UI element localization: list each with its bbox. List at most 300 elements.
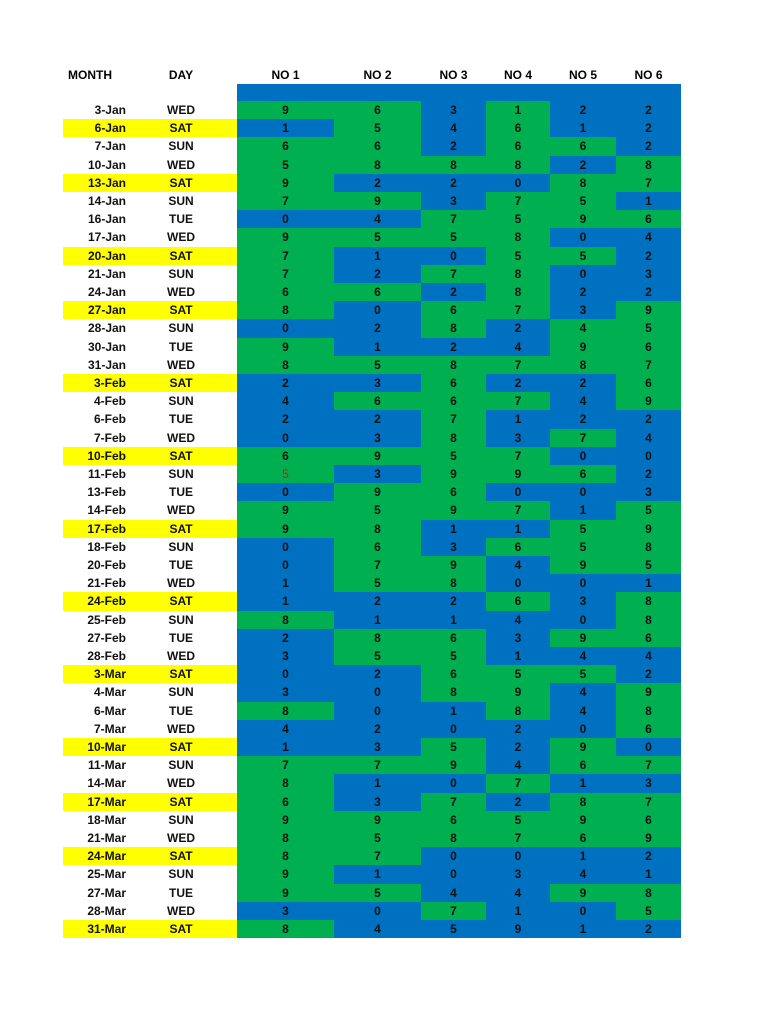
number-cell-no5: 0 — [550, 265, 616, 283]
month-cell: 14-Jan — [87, 194, 126, 208]
month-cell: 27-Feb — [87, 630, 126, 645]
number-cell-no4: 3 — [486, 629, 550, 647]
header-no2: NO 2 — [363, 68, 392, 82]
number-cell-no4: 4 — [486, 884, 550, 902]
number-cell-no6: 2 — [616, 137, 681, 155]
day-cell: WED — [167, 285, 195, 299]
number-cell-no2: 5 — [334, 119, 421, 137]
number-cell-no2: 9 — [334, 811, 421, 829]
month-cell: 31-Jan — [87, 357, 126, 372]
number-cell-no5: 9 — [550, 629, 616, 647]
number-cell-no6: 0 — [616, 447, 681, 465]
number-cell-no1: 9 — [237, 101, 334, 119]
number-cell-no6: 5 — [616, 902, 681, 920]
number-cell-no4: 1 — [486, 520, 550, 538]
number-cell-no2: 3 — [334, 374, 421, 392]
month-cell: 28-Feb — [87, 649, 126, 663]
day-cell: SUN — [168, 612, 194, 627]
number-cell-no2: 5 — [334, 647, 421, 665]
month-cell: 25-Mar — [87, 867, 126, 882]
number-cell-no5: 3 — [550, 301, 616, 319]
number-cell-no4: 8 — [486, 283, 550, 301]
header-no6: NO 6 — [634, 68, 663, 82]
number-cell-no2: 2 — [334, 720, 421, 738]
number-cell-no3: 1 — [421, 702, 486, 720]
number-cell-no4: 4 — [486, 338, 550, 356]
month-cell: 3-Jan — [94, 103, 126, 117]
number-cell-no6: 2 — [616, 920, 681, 938]
number-cell-no1: 8 — [237, 847, 334, 865]
number-cell-no6: 5 — [616, 319, 681, 337]
number-cell-no1: 2 — [237, 374, 334, 392]
number-cell-no5: 5 — [550, 538, 616, 556]
number-cell-no6: 7 — [616, 356, 681, 374]
number-cell-no5: 0 — [550, 574, 616, 592]
number-cell-no6: 4 — [616, 429, 681, 447]
number-cell-no3: 0 — [421, 774, 486, 792]
day-cell: SAT — [169, 922, 193, 936]
day-cell: WED — [167, 103, 195, 117]
number-cell-no2: 1 — [334, 774, 421, 792]
month-cell: 4-Mar — [93, 685, 126, 700]
number-cell-no5: 6 — [550, 465, 616, 483]
number-cell-no5: 4 — [550, 683, 616, 701]
number-cell-no4: 7 — [486, 501, 550, 519]
number-cell-no5: 2 — [550, 410, 616, 428]
month-cell: 6-Jan — [94, 121, 126, 136]
number-cell-no2: 3 — [334, 429, 421, 447]
number-cell-no4: 1 — [486, 410, 550, 428]
number-cell-no3: 8 — [421, 429, 486, 447]
header-month: MONTH — [68, 68, 112, 82]
number-cell-no3: 5 — [421, 647, 486, 665]
number-cell-no6: 2 — [616, 465, 681, 483]
number-cell-no2: 7 — [334, 756, 421, 774]
number-cell-no5: 2 — [550, 156, 616, 174]
number-cell-no4: 8 — [486, 228, 550, 246]
number-cell-no1: 4 — [237, 392, 334, 410]
number-cell-no1: 9 — [237, 884, 334, 902]
number-cell-no1: 1 — [237, 738, 334, 756]
number-cell-no6: 9 — [616, 829, 681, 847]
month-cell: 24-Jan — [87, 285, 126, 299]
number-cell-no1: 0 — [237, 538, 334, 556]
number-cell-no1: 8 — [237, 301, 334, 319]
number-cell-no4: 6 — [486, 137, 550, 155]
number-cell-no4: 5 — [486, 665, 550, 683]
day-cell: SAT — [169, 175, 193, 190]
number-cell-no3: 0 — [421, 247, 486, 265]
day-cell: TUE — [169, 885, 193, 900]
number-cell-no2: 9 — [334, 483, 421, 501]
number-cell-no5: 4 — [550, 702, 616, 720]
number-cell-no2: 7 — [334, 556, 421, 574]
number-cell-no4: 0 — [486, 574, 550, 592]
number-cell-no6: 8 — [616, 156, 681, 174]
month-cell: 17-Jan — [87, 230, 126, 245]
number-cell-no5: 9 — [550, 738, 616, 756]
number-cell-no3: 7 — [421, 902, 486, 920]
day-cell: SAT — [169, 448, 193, 463]
month-cell: 25-Feb — [87, 612, 126, 627]
number-cell-no1: 5 — [237, 465, 334, 483]
number-cell-no3: 8 — [421, 683, 486, 701]
number-cell-no6: 6 — [616, 374, 681, 392]
number-cell-no6: 2 — [616, 283, 681, 301]
number-cell-no1: 2 — [237, 629, 334, 647]
month-cell: 17-Feb — [87, 521, 126, 536]
number-cell-no3: 8 — [421, 156, 486, 174]
day-cell: WED — [167, 357, 195, 372]
day-cell: SUN — [168, 394, 194, 409]
number-cell-no4: 3 — [486, 429, 550, 447]
number-cell-no3: 5 — [421, 228, 486, 246]
number-cell-no3: 9 — [421, 556, 486, 574]
number-cell-no2: 2 — [334, 319, 421, 337]
month-cell: 20-Jan — [87, 248, 126, 263]
number-cell-no2: 1 — [334, 611, 421, 629]
number-cell-no4: 3 — [486, 865, 550, 883]
number-cell-no6: 9 — [616, 520, 681, 538]
number-cell-no1: 0 — [237, 665, 334, 683]
number-cell-no4: 5 — [486, 210, 550, 228]
number-cell-no2: 3 — [334, 738, 421, 756]
number-cell-no6: 5 — [616, 556, 681, 574]
number-cell-no5: 4 — [550, 647, 616, 665]
number-cell-no2: 7 — [334, 847, 421, 865]
number-cell-no3: 7 — [421, 793, 486, 811]
number-cell-no3: 2 — [421, 283, 486, 301]
number-cell-no4: 0 — [486, 847, 550, 865]
day-cell: SUN — [168, 194, 194, 208]
number-cell-no3: 6 — [421, 665, 486, 683]
number-cell-no6: 2 — [616, 119, 681, 137]
number-cell-no5: 6 — [550, 829, 616, 847]
number-cell-no5: 1 — [550, 774, 616, 792]
day-cell: TUE — [169, 630, 193, 645]
number-cell-no2: 1 — [334, 247, 421, 265]
day-cell: SAT — [169, 376, 193, 390]
number-cell-no4: 6 — [486, 538, 550, 556]
number-cell-no6: 1 — [616, 574, 681, 592]
number-cell-no1: 0 — [237, 210, 334, 228]
number-cell-no4: 7 — [486, 301, 550, 319]
number-cell-no4: 5 — [486, 811, 550, 829]
number-cell-no1: 9 — [237, 501, 334, 519]
number-cell-no5: 2 — [550, 283, 616, 301]
number-cell-no1: 7 — [237, 247, 334, 265]
number-cell-no4: 5 — [486, 247, 550, 265]
number-cell-no2: 3 — [334, 793, 421, 811]
number-cell-no2: 8 — [334, 156, 421, 174]
number-cell-no3: 9 — [421, 501, 486, 519]
blue-spacer-band — [237, 84, 681, 101]
number-cell-no4: 2 — [486, 374, 550, 392]
day-cell: TUE — [169, 412, 193, 427]
number-cell-no4: 4 — [486, 756, 550, 774]
number-cell-no2: 8 — [334, 629, 421, 647]
month-cell: 18-Feb — [87, 539, 126, 554]
day-cell: SUN — [168, 467, 194, 481]
number-cell-no6: 2 — [616, 847, 681, 865]
number-cell-no3: 0 — [421, 720, 486, 738]
number-cell-no6: 9 — [616, 301, 681, 319]
month-cell: 24-Feb — [87, 594, 126, 609]
number-cell-no3: 5 — [421, 738, 486, 756]
day-cell: SAT — [169, 521, 193, 536]
number-cell-no1: 6 — [237, 283, 334, 301]
day-cell: SUN — [168, 812, 194, 827]
number-cell-no1: 8 — [237, 702, 334, 720]
number-cell-no2: 6 — [334, 392, 421, 410]
number-cell-no3: 6 — [421, 392, 486, 410]
number-cell-no6: 8 — [616, 538, 681, 556]
number-cell-no3: 5 — [421, 920, 486, 938]
number-cell-no5: 9 — [550, 811, 616, 829]
number-cell-no1: 9 — [237, 338, 334, 356]
number-cell-no3: 2 — [421, 592, 486, 610]
number-cell-no1: 8 — [237, 774, 334, 792]
number-cell-no1: 3 — [237, 683, 334, 701]
number-cell-no6: 8 — [616, 884, 681, 902]
number-cell-no5: 4 — [550, 865, 616, 883]
number-cell-no3: 1 — [421, 520, 486, 538]
number-cell-no6: 8 — [616, 702, 681, 720]
number-cell-no4: 0 — [486, 174, 550, 192]
number-cell-no4: 7 — [486, 192, 550, 210]
number-cell-no3: 6 — [421, 483, 486, 501]
number-cell-no6: 3 — [616, 265, 681, 283]
number-cell-no3: 7 — [421, 210, 486, 228]
day-cell: SUN — [168, 867, 194, 882]
month-cell: 7-Feb — [93, 430, 126, 445]
number-cell-no4: 6 — [486, 119, 550, 137]
month-cell: 17-Mar — [87, 794, 126, 809]
number-cell-no4: 0 — [486, 483, 550, 501]
number-cell-no2: 6 — [334, 137, 421, 155]
month-cell: 7-Jan — [94, 139, 126, 154]
number-cell-no4: 9 — [486, 920, 550, 938]
number-cell-no6: 7 — [616, 174, 681, 192]
number-cell-no6: 6 — [616, 338, 681, 356]
number-cell-no2: 4 — [334, 920, 421, 938]
number-cell-no1: 8 — [237, 920, 334, 938]
number-cell-no6: 6 — [616, 210, 681, 228]
number-cell-no5: 8 — [550, 174, 616, 192]
number-cell-no1: 9 — [237, 811, 334, 829]
number-cell-no4: 7 — [486, 774, 550, 792]
number-cell-no4: 1 — [486, 902, 550, 920]
number-cell-no2: 9 — [334, 447, 421, 465]
number-cell-no4: 1 — [486, 101, 550, 119]
number-cell-no2: 1 — [334, 338, 421, 356]
number-cell-no4: 8 — [486, 265, 550, 283]
number-cell-no6: 0 — [616, 738, 681, 756]
number-cell-no5: 5 — [550, 192, 616, 210]
day-cell: TUE — [169, 558, 193, 572]
number-cell-no1: 1 — [237, 574, 334, 592]
number-cell-no2: 1 — [334, 865, 421, 883]
number-cell-no4: 4 — [486, 611, 550, 629]
number-cell-no6: 9 — [616, 392, 681, 410]
number-cell-no2: 2 — [334, 265, 421, 283]
number-cell-no3: 6 — [421, 629, 486, 647]
number-cell-no3: 4 — [421, 119, 486, 137]
number-cell-no5: 8 — [550, 793, 616, 811]
number-cell-no2: 4 — [334, 210, 421, 228]
number-cell-no1: 8 — [237, 829, 334, 847]
day-cell: SUN — [168, 266, 194, 281]
month-cell: 11-Feb — [87, 467, 126, 481]
number-cell-no5: 8 — [550, 356, 616, 374]
number-cell-no2: 5 — [334, 501, 421, 519]
number-cell-no4: 8 — [486, 702, 550, 720]
number-cell-no3: 7 — [421, 410, 486, 428]
number-cell-no1: 1 — [237, 592, 334, 610]
month-cell: 13-Jan — [87, 175, 126, 190]
number-cell-no5: 0 — [550, 611, 616, 629]
day-cell: SAT — [169, 740, 193, 754]
day-cell: WED — [167, 157, 195, 172]
number-cell-no5: 5 — [550, 520, 616, 538]
number-cell-no1: 0 — [237, 319, 334, 337]
number-cell-no5: 6 — [550, 137, 616, 155]
number-cell-no3: 6 — [421, 811, 486, 829]
number-cell-no4: 2 — [486, 720, 550, 738]
number-cell-no1: 9 — [237, 865, 334, 883]
day-cell: SAT — [169, 794, 193, 809]
number-cell-no6: 3 — [616, 774, 681, 792]
number-cell-no1: 7 — [237, 756, 334, 774]
number-cell-no5: 0 — [550, 483, 616, 501]
number-cell-no2: 6 — [334, 101, 421, 119]
number-cell-no2: 6 — [334, 538, 421, 556]
number-cell-no1: 8 — [237, 611, 334, 629]
number-cell-no3: 3 — [421, 538, 486, 556]
number-cell-no3: 9 — [421, 756, 486, 774]
number-cell-no1: 9 — [237, 174, 334, 192]
number-cell-no2: 0 — [334, 301, 421, 319]
number-cell-no4: 7 — [486, 447, 550, 465]
number-cell-no3: 3 — [421, 192, 486, 210]
number-cell-no5: 5 — [550, 247, 616, 265]
number-cell-no1: 8 — [237, 356, 334, 374]
day-cell: WED — [167, 430, 195, 445]
month-cell: 3-Mar — [93, 667, 126, 682]
number-cell-no4: 7 — [486, 829, 550, 847]
number-cell-no3: 6 — [421, 374, 486, 392]
number-cell-no4: 1 — [486, 647, 550, 665]
number-cell-no2: 0 — [334, 702, 421, 720]
month-cell: 6-Feb — [93, 412, 126, 427]
header-no1: NO 1 — [271, 68, 300, 82]
day-cell: SUN — [168, 539, 194, 554]
number-cell-no4: 9 — [486, 683, 550, 701]
number-cell-no4: 2 — [486, 738, 550, 756]
month-cell: 10-Mar — [87, 740, 126, 754]
day-cell: WED — [167, 721, 195, 736]
number-cell-no1: 3 — [237, 902, 334, 920]
number-cell-no4: 7 — [486, 356, 550, 374]
number-cell-no2: 0 — [334, 683, 421, 701]
day-cell: SAT — [169, 303, 193, 318]
number-cell-no1: 9 — [237, 228, 334, 246]
month-cell: 4-Feb — [93, 394, 126, 409]
month-cell: 28-Jan — [87, 321, 126, 336]
month-cell: 30-Jan — [87, 339, 126, 354]
day-cell: WED — [167, 831, 195, 845]
day-cell: SUN — [168, 139, 194, 154]
number-cell-no4: 2 — [486, 793, 550, 811]
number-cell-no2: 5 — [334, 356, 421, 374]
number-cell-no1: 0 — [237, 429, 334, 447]
day-cell: TUE — [169, 212, 193, 227]
number-cell-no6: 6 — [616, 811, 681, 829]
month-cell: 14-Feb — [87, 503, 126, 518]
number-cell-no1: 4 — [237, 720, 334, 738]
number-cell-no4: 7 — [486, 392, 550, 410]
number-cell-no4: 6 — [486, 592, 550, 610]
day-cell: WED — [167, 576, 195, 591]
number-cell-no1: 6 — [237, 137, 334, 155]
number-cell-no6: 4 — [616, 228, 681, 246]
month-cell: 10-Feb — [87, 448, 126, 463]
number-cell-no5: 4 — [550, 392, 616, 410]
day-cell: WED — [167, 230, 195, 245]
number-cell-no5: 1 — [550, 920, 616, 938]
number-cell-no4: 2 — [486, 319, 550, 337]
number-cell-no5: 9 — [550, 210, 616, 228]
number-cell-no6: 2 — [616, 247, 681, 265]
number-cell-no1: 7 — [237, 192, 334, 210]
number-cell-no2: 6 — [334, 283, 421, 301]
number-cell-no6: 3 — [616, 483, 681, 501]
day-cell: TUE — [169, 485, 193, 500]
number-cell-no6: 8 — [616, 592, 681, 610]
number-cell-no5: 0 — [550, 447, 616, 465]
number-cell-no3: 2 — [421, 174, 486, 192]
month-cell: 11-Mar — [87, 758, 126, 773]
number-cell-no6: 2 — [616, 101, 681, 119]
month-cell: 13-Feb — [87, 485, 126, 500]
day-cell: WED — [167, 649, 195, 663]
number-cell-no1: 9 — [237, 520, 334, 538]
number-cell-no2: 5 — [334, 829, 421, 847]
number-cell-no1: 5 — [237, 156, 334, 174]
number-cell-no3: 2 — [421, 137, 486, 155]
number-cell-no6: 1 — [616, 192, 681, 210]
number-cell-no4: 4 — [486, 556, 550, 574]
number-cell-no2: 2 — [334, 592, 421, 610]
month-cell: 31-Mar — [87, 922, 126, 936]
header-day: DAY — [168, 68, 194, 82]
number-cell-no5: 1 — [550, 847, 616, 865]
month-cell: 27-Mar — [87, 885, 126, 900]
number-cell-no6: 2 — [616, 410, 681, 428]
month-cell: 7-Mar — [93, 721, 126, 736]
number-cell-no6: 2 — [616, 665, 681, 683]
number-cell-no1: 6 — [237, 447, 334, 465]
month-cell: 21-Feb — [87, 576, 126, 591]
number-cell-no5: 7 — [550, 429, 616, 447]
number-cell-no1: 0 — [237, 556, 334, 574]
number-cell-no4: 9 — [486, 465, 550, 483]
month-cell: 21-Jan — [87, 266, 126, 281]
day-cell: WED — [167, 776, 195, 791]
day-cell: SUN — [168, 758, 194, 773]
number-cell-no3: 0 — [421, 847, 486, 865]
number-cell-no2: 0 — [334, 902, 421, 920]
